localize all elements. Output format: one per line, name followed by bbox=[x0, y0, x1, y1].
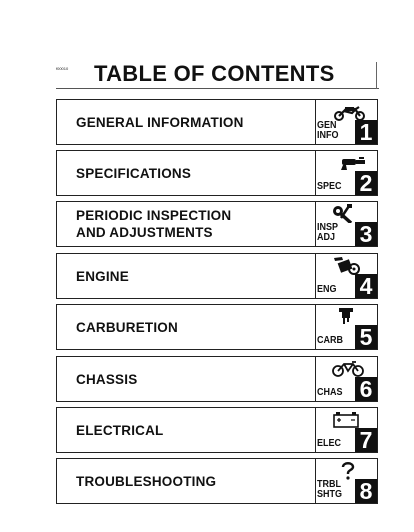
section-abbreviation: SPEC bbox=[317, 181, 342, 192]
toc-entry-label: CARBURETION bbox=[76, 319, 178, 335]
section-badge bbox=[315, 202, 377, 246]
section-abbreviation: INSP ADJ bbox=[317, 222, 339, 243]
page-title: TABLE OF CONTENTS bbox=[94, 61, 335, 86]
section-number: 2 bbox=[355, 171, 377, 195]
toc-entry-label: TROUBLESHOOTING bbox=[76, 473, 217, 489]
section-abbreviation: CARB bbox=[317, 335, 344, 346]
section-number: 3 bbox=[355, 222, 377, 246]
toc-entry-label: SPECIFICATIONS bbox=[76, 165, 192, 181]
section-number: 1 bbox=[355, 120, 377, 144]
section-number: 8 bbox=[355, 479, 377, 503]
document-code: f00010 bbox=[56, 66, 69, 71]
section-badge bbox=[315, 459, 377, 503]
toc-entry-general-information[interactable] bbox=[56, 99, 378, 145]
section-number: 5 bbox=[355, 325, 377, 349]
toc-entry-carburetion[interactable] bbox=[56, 304, 378, 350]
title-rule-end bbox=[376, 62, 377, 89]
toc-entry-chassis[interactable] bbox=[56, 356, 378, 402]
section-number: 4 bbox=[355, 274, 377, 298]
section-badge bbox=[315, 408, 377, 452]
title-rule bbox=[56, 88, 379, 89]
section-abbreviation: ENG bbox=[317, 284, 337, 295]
section-badge bbox=[315, 305, 377, 349]
section-abbreviation: CHAS bbox=[317, 387, 343, 398]
toc-entry-label: ENGINE bbox=[76, 268, 129, 284]
toc-entry-electrical[interactable] bbox=[56, 407, 378, 453]
toc-entry-label: PERIODIC INSPECTION AND ADJUSTMENTS bbox=[76, 208, 232, 240]
section-abbreviation: GEN INFO bbox=[317, 120, 339, 141]
section-abbreviation: TRBL SHTG bbox=[317, 479, 343, 500]
toc-entry-label: GENERAL INFORMATION bbox=[76, 114, 244, 130]
toc-entry-specifications[interactable] bbox=[56, 150, 378, 196]
section-badge bbox=[315, 100, 377, 144]
toc-entry-label: CHASSIS bbox=[76, 371, 138, 387]
section-badge bbox=[315, 151, 377, 195]
toc-entry-periodic-inspection[interactable] bbox=[56, 201, 378, 247]
section-number: 7 bbox=[355, 428, 377, 452]
section-abbreviation: ELEC bbox=[317, 438, 342, 449]
section-badge bbox=[315, 254, 377, 298]
section-badge bbox=[315, 357, 377, 401]
toc-entry-label: ELECTRICAL bbox=[76, 422, 164, 438]
section-number: 6 bbox=[355, 377, 377, 401]
toc-entry-troubleshooting[interactable] bbox=[56, 458, 378, 504]
toc-entry-engine[interactable] bbox=[56, 253, 378, 299]
